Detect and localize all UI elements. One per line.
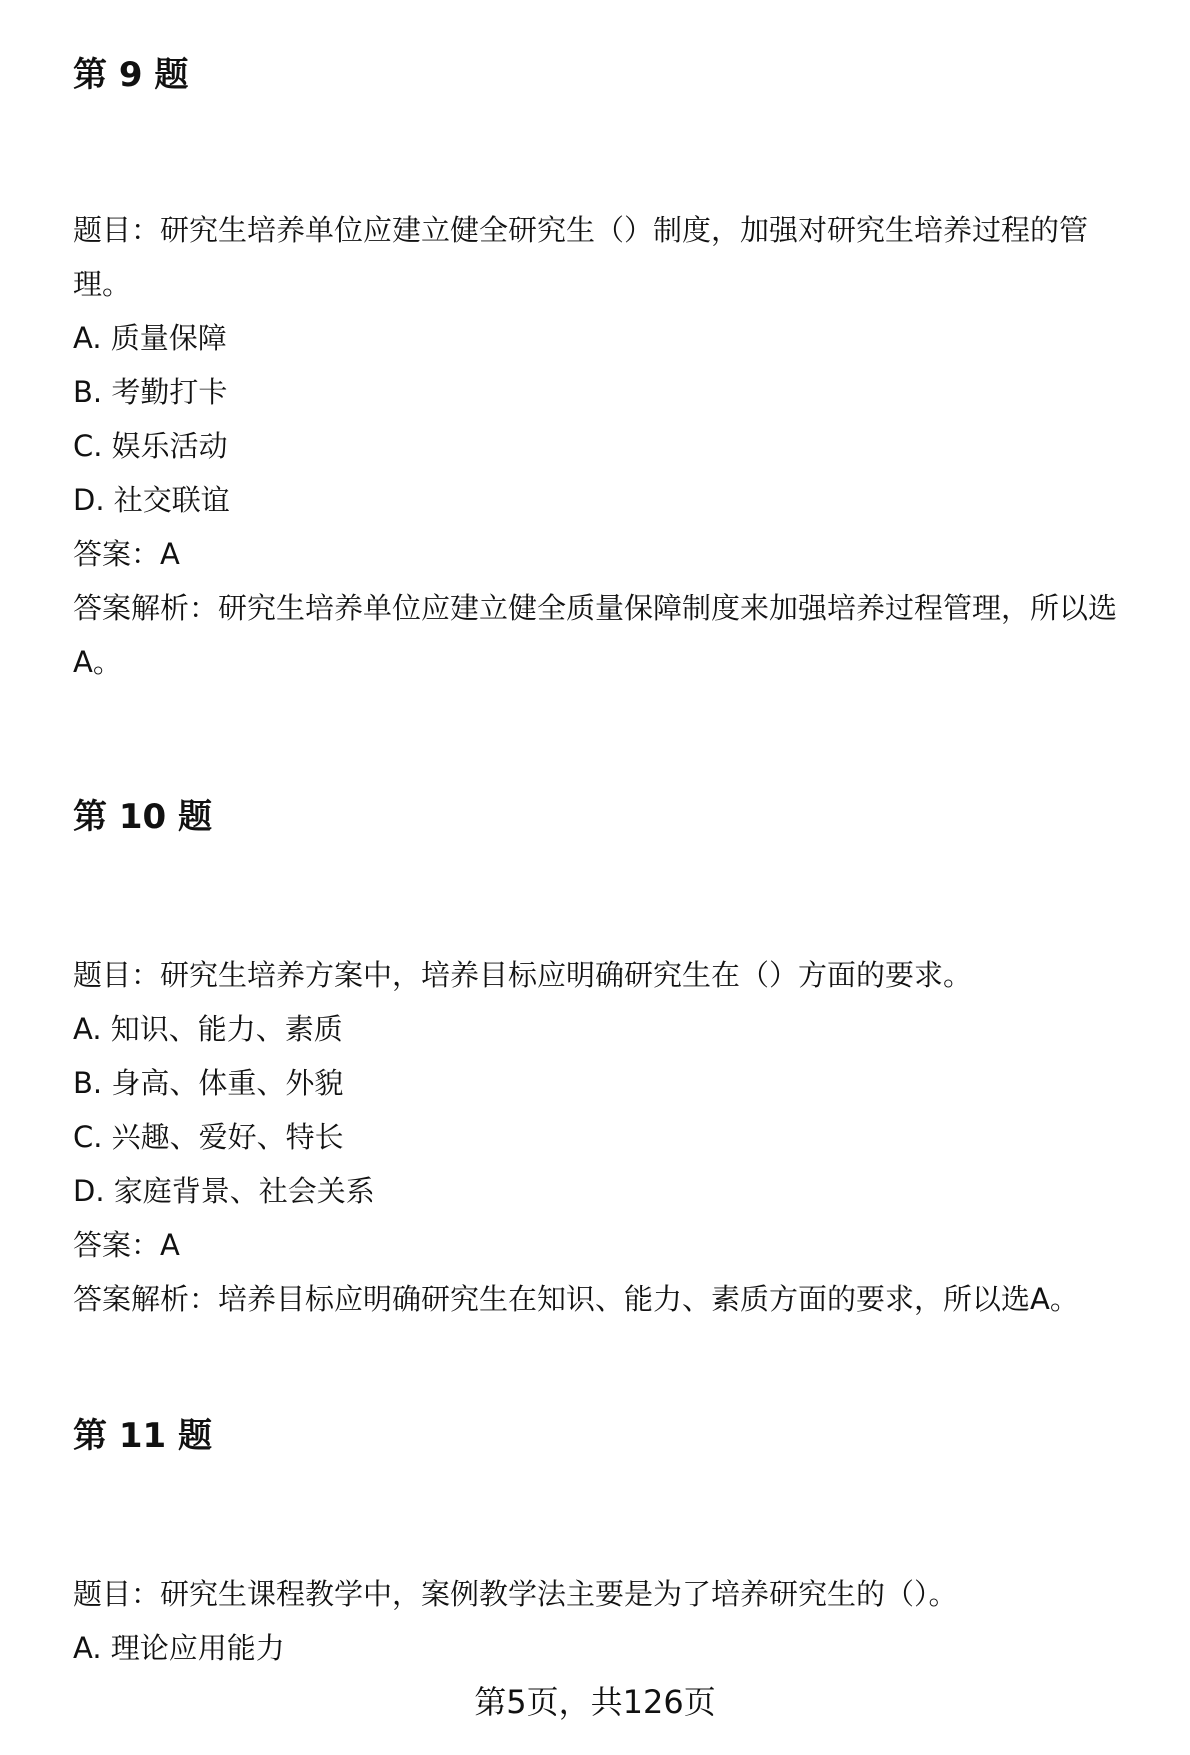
question-9-option-b: B. 考勤打卡 xyxy=(73,375,228,409)
question-10-answer: 答案：A xyxy=(73,1228,180,1262)
question-9-option-c: C. 娱乐活动 xyxy=(73,429,228,463)
question-9-stem: 题目：研究生培养单位应建立健全研究生（）制度，加强对研究生培养过程的管 xyxy=(73,213,1089,247)
question-11-option-a: A. 理论应用能力 xyxy=(73,1631,285,1665)
question-9-analysis-continued: A。 xyxy=(73,645,122,679)
question-10-heading: 第 10 题 xyxy=(73,797,212,837)
question-9-answer: 答案：A xyxy=(73,537,180,571)
question-11-stem: 题目：研究生课程教学中，案例教学法主要是为了培养研究生的（）。 xyxy=(73,1577,958,1611)
question-10-option-b: B. 身高、体重、外貌 xyxy=(73,1066,344,1100)
question-10-stem: 题目：研究生培养方案中，培养目标应明确研究生在（）方面的要求。 xyxy=(73,958,973,992)
question-9-analysis: 答案解析：研究生培养单位应建立健全质量保障制度来加强培养过程管理，所以选 xyxy=(73,591,1118,625)
question-10-option-a: A. 知识、能力、素质 xyxy=(73,1012,343,1046)
question-9-heading: 第 9 题 xyxy=(73,55,189,95)
question-10-option-c: C. 兴趣、爱好、特长 xyxy=(73,1120,344,1154)
question-9-option-d: D. 社交联谊 xyxy=(73,483,230,517)
question-10-analysis: 答案解析：培养目标应明确研究生在知识、能力、素质方面的要求，所以选A。 xyxy=(73,1282,1079,1316)
question-11-heading: 第 11 题 xyxy=(73,1416,212,1456)
page-number-footer: 第5页，共126页 xyxy=(474,1683,716,1721)
question-9-stem-continued: 理。 xyxy=(73,267,132,301)
question-9-option-a: A. 质量保障 xyxy=(73,321,227,355)
question-10-option-d: D. 家庭背景、社会关系 xyxy=(73,1174,375,1208)
